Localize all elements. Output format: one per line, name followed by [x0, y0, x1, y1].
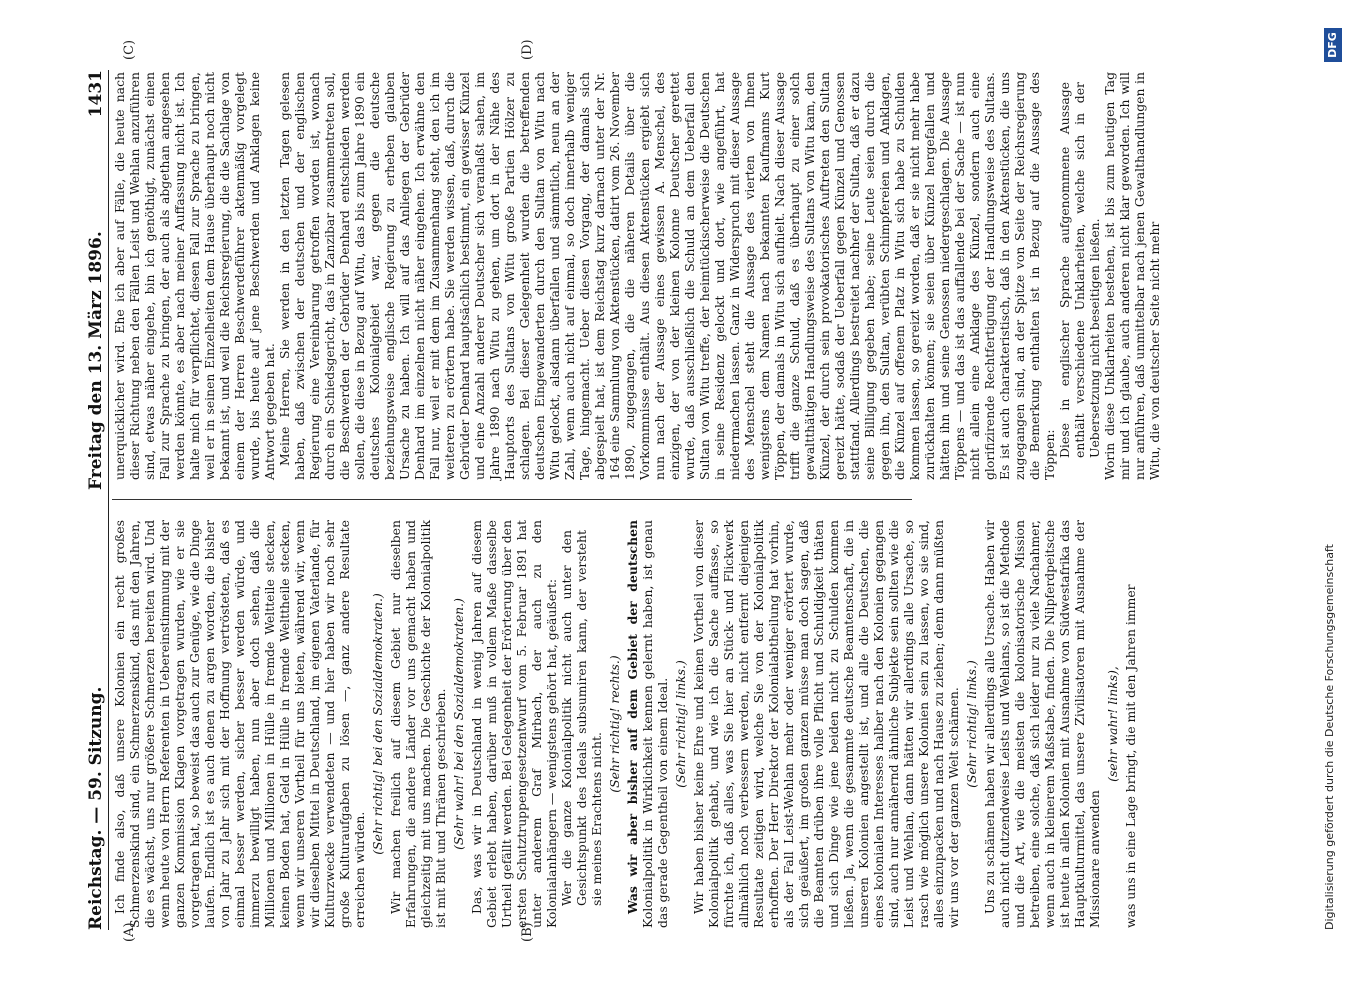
paragraph: Uns zu schämen haben wir allerdings alle Ursache. Haben wir auch nicht dutzendweise Leists und Wehlans, so ist die Methode und die Art, wie die meisten die kolonisatorische Mission betreiben, eine solche, daß sich leider nur zu viele Nachahmer, wenn auch in kleinerem Maßstabe, finden. Die Nilpferdpeitsche ist heute in allen Kolonien mit Ausnahme von Südwestafrika das Hauptkulturmittel, das unsere Zivilisatoren mit Ausnahme der Missionare anwenden [982, 520, 1102, 928]
margin-marker-a: (A) [122, 922, 137, 942]
dfg-logo: DFG [1324, 28, 1342, 62]
column-divider [112, 499, 912, 500]
paragraph: Wir machen freilich auf diesem Gebiet nur dieselben Erfahrungen, die andere Länder vor uns gemacht haben und gleichzeitig mit uns machen. Die Geschichte der Kolonialpolitik ist mit Blut und Thränen geschrieben. [388, 520, 448, 928]
margin-marker-c: (C) [122, 39, 137, 60]
interjection: (Sehr richtig! links.) [673, 660, 688, 788]
paragraph: Worin diese Unklarheiten bestehen, ist bis zum heutigen Tag mir und ich glaube, auch anderen nicht klar geworden. Ich will nur anführen, daß unmittelbar nach jenen Gewalthandlungen in Witu, die von deutscher Seite nicht mehr [1102, 72, 1162, 480]
interjection: (Sehr richtig! bei den Sozialdemokraten.) [370, 593, 385, 855]
margin-marker-b: (B) [520, 922, 535, 942]
digitization-credit: Digitalisierung gefördert durch die Deutsche Forschungsgemeinschaft [1323, 544, 1336, 930]
left-text-column [112, 520, 1138, 928]
page-number: 1431 [86, 70, 106, 118]
page-header [86, 70, 106, 930]
header-rule [108, 70, 109, 930]
paragraph: Wer die ganze Kolonialpolitik nicht auch unter den Gesichtspunkt des Ideals subsumiren kann, der versteht sie meines Erachtens nicht. [559, 530, 604, 906]
paragraph: was uns in eine Lage bringt, die mit den Jahren immer [1123, 584, 1138, 928]
header-session: Reichstag. — 59. Sitzung. [86, 686, 106, 930]
interjection: (Sehr richtig! links.) [964, 660, 979, 788]
paragraph: Ich finde also, daß unsere Kolonien ein recht großes Schmerzenskind sind, ein Schmerzenskind, das mit den Jahren, die es wächst, uns nur größere Schmerzen bereiten wird. Und wenn heute von Herrn Referenten in Uebereinstimmung mit der ganzen Kommission Klagen vorgetragen wurden, wie er sie vorgetragen hat, so beweist das auch zur Genüge, wie die Dinge laufen. Endlich ist es auch denen zu argen worden, die bisher von Jahr zu Jahr sich mit der Hoffnung vertrösteten, daß es einmal besser werden, sicher besser werden würde, und immerzu bewilligt haben, nun aber doch sehen, daß die Millionen und Millionen in Hülle in fremde Weltteile stecken, keinen Boden hat, Geld in Hülle in fremde Welttheile stecken, wenn wir unseren Vortheil für uns bieten, während wir, wenn wir dieselben Mittel in Deutschland, im eigenen Vaterlande, für Kulturzwecke verwendeten — und hier haben wir noch sehr große Kulturaufgaben zu lösen —, ganz andere Resultate erreichen würden. [112, 520, 367, 928]
interjection: (sehr wahr! links), [1105, 666, 1120, 782]
interjection: (Sehr wahr! bei den Sozialdemokraten.) [451, 598, 466, 850]
paragraph: Wir haben bisher keine Ehre und keinen Vortheil von dieser Kolonialpolitik gehabt, und wie ich die Sache auffasse, so fürchte ich, daß alles, was Sie hier an Stück- und Flickwerk allmählich noch verbessern werden, nicht entfernt diejenigen Resultate zeitigen wird, welche Sie von der Kolonialpolitik erhofften. Der Herr Direktor der Kolonialabtheilung hat vorhin, als der Fall Leist-Wehlan mehr oder weniger erörtert wurde, sich geäußert, im großen ganzen müsse man doch sagen, daß die Beamten drüben ihre volle Pflicht und Schuldigkeit thäten und sich Dinge wie jene beiden nicht zu Schulden kommen ließen. Ja, wenn die gesammte deutsche Beamtenschaft, die in unseren Kolonien angestellt ist, und alle die Deutschen, die eines kolonialen Interesses halber nach den Kolonien gegangen sind, auch nur annähernd ähnliche Subjekte sein sollten wie die Leist und Wehlan, dann hätten wir allerdings alle Ursache, so rasch wie möglich unsere Kolonien sein zu lassen, wo sie sind, alles einzupacken und nach Hause zu ziehen; denn dann müßten wir uns vor der ganzen Welt schämen. [691, 520, 961, 928]
header-date: Freitag den 13. März 1896. [86, 231, 106, 490]
paragraph: Was wir aber bisher auf dem Gebiet der deutschen Kolonialpolitik in Wirklichkeit kennen gelernt haben, ist genau das gerade Gegentheil von einem Ideal. [625, 520, 670, 928]
interjection: (Sehr richtig! rechts.) [607, 655, 622, 793]
paragraph: unerquicklicher wird. Ehe ich aber auf Fälle, die heute nach dieser Richtung neben den Fällen Leist und Wehlan anzuführen sind, etwas näher eingehe, bin ich genöthigt, zunächst einen Fall zur Sprache zu bringen, der auch als abgethan angesehen werden könnte, es aber nach meiner Auffassung nicht ist. Ich halte mich für verpflichtet, diesen Fall zur Sprache zu bringen, weil er in seinen Einzelheiten dem Hause überhaupt noch nicht bekannt ist, und weil die Reichsregierung, die die Sachlage von einem der Herren Beschwerdeführer aktenmäßig vorgelegt wurde, bis heute auf jene Beschwerden und Anklagen keine Antwort gegeben hat. [112, 72, 277, 480]
right-text-column [112, 72, 1162, 480]
margin-marker-d: (D) [520, 39, 535, 60]
paragraph: Das, was wir in Deutschland in wenig Jahren auf diesem Gebiet erlebt haben, darüber muß in vollem Maße dasselbe Urtheil gefällt werden. Bei Gelegenheit der Erörterung über den ersten Schutztruppengesetzentwurf vom 5. Februar 1891 hat unter anderem Graf Mirbach, der auch zu den Kolonialanhängern — wenigstens gehört hat, geäußert: [469, 520, 559, 928]
paragraph: Diese in englischer Sprache aufgenommene Aussage enthält verschiedene Unklarheiten, welche sich in der Uebersetzung nicht beseitigen ließen. [1057, 82, 1102, 458]
paragraph: Meine Herren, Sie werden in den letzten Tagen gelesen haben, daß zwischen der deutschen und der englischen Regierung eine Vereinbarung getroffen worden ist, wonach durch ein Schiedsgericht, das in Zanzibar zusammentreten soll, die Beschwerden der Gebrüder Denhard entschieden werden sollen, die diese in Bezug auf Witu, das bis zum Jahre 1890 ein deutsches Kolonialgebiet war, gegen die deutsche beziehungsweise englische Regierung zu erheben glauben Ursache zu haben. Ich will auf das Anliegen der Gebrüder Denhard im einzelnen nicht näher eingehen. Ich erwähne den Fall nur, weil er mit dem im Zusammenhang steht, den ich im weiteren zu erörtern habe. Sie werden wissen, daß, durch die Gebrüder Denhard hauptsächlich bestimmt, ein gewisser Künzel und eine Anzahl anderer Deutscher sich veranlaßt sahen, im Jahre 1890 nach Witu zu gehen, um dort in der Nähe des Hauptorts des Sultans von Witu große Partien Hölzer zu schlagen. Bei dieser Gelegenheit wurden die betreffenden deutschen Eingewanderten durch den Sultan von Witu nach Witu gelockt, alsdann überfallen und sämmtlich, neun an der Zahl, wenn auch nicht auf einmal, so doch innerhalb weniger Tage, hingemacht. Ueber diesen Vorgang, der damals sich abgespielt hat, ist dem Reichstag kurz darnach unter der Nr. 164 eine Sammlung von Aktenstücken, datirt vom 26. November 1890, zugegangen, die die näheren Details über die Vorkommnisse enthält. Aus diesen Aktenstücken ergiebt sich nun nach der Aussage eines gewissen A. Menschel, des einzigen, der von der kleinen Kolonne Deutscher gerettet wurde, daß ausschließlich die Schuld an dem Ueberfall den Sultan von Witu treffe, der heimtückischerweise die Deutschen in seine Residenz gelockt und dort, wie angeführt, hat niedermachen lassen. Ganz in Widerspruch mit dieser Aussage des Menschel steht die Aussage des vierten von Ihnen wenigstens dem Namen nach bekannten Kaufmanns Kurt Töppen, der damals in Witu sich aufhielt. Nach dieser Aussage trifft die ganze Schuld, daß es überhaupt zu einer solch gewaltthätigen Handlungsweise des Sultans von Witu kam, den Künzel, der durch sein provokatorisches Auftreten den Sultan gereizt hätte, sodaß der Ueberfall gegen Künzel und Genossen stattfand. Allerdings bestreitet nachher der Sultan, daß er dazu seine Billigung gegeben habe; seine Leute seien durch die gegen ihn, den Sultan, verübten Schimpfereien und Anklagen, die Künzel auf offenem Platz in Witu sich habe zu Schulden kommen lassen, so gereizt worden, daß er sie nicht mehr habe zurückhalten können; sie seien über Künzel hergefallen und hätten ihn und seine Genossen niedergeschlagen. Die Aussage Töppens — und das ist das auffallende bei der Sache — ist nun nicht allein eine Anklage des Künzel, sondern auch eine glorifizirende Rechtfertigung der Handlungsweise des Sultans. Es ist auch charakteristisch, daß in den Aktenstücken, die uns zugegangen sind, an der Spitze von Seite der Reichsregierung die Bemerkung enthalten ist in Bezug auf die Aussage des Töppen: [277, 72, 1057, 480]
